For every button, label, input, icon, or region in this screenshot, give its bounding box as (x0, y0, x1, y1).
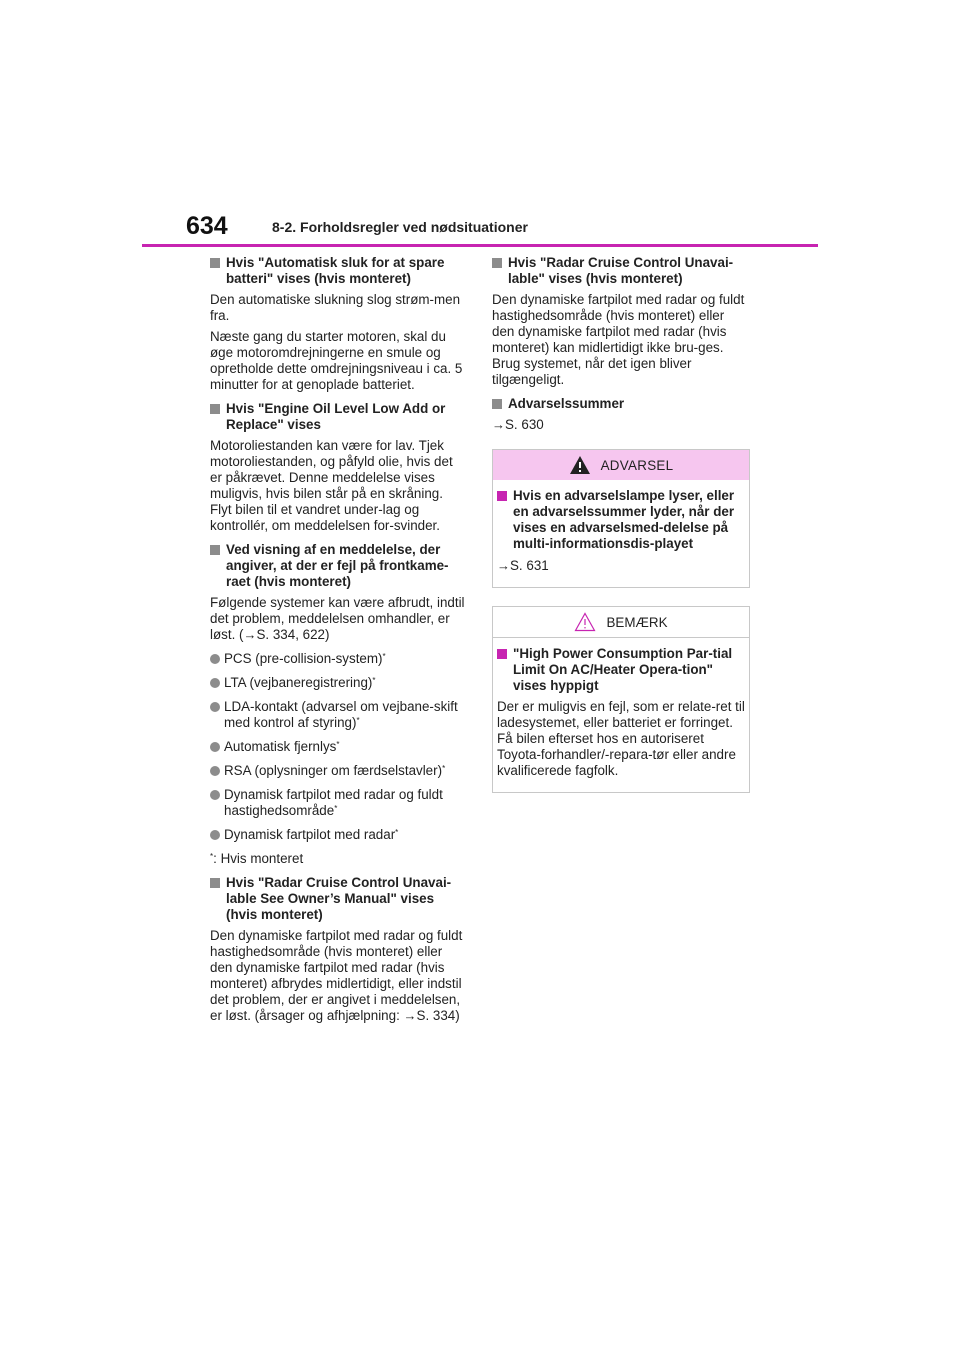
asterisk-mark: * (442, 764, 446, 773)
asterisk-mark: * (356, 716, 360, 725)
page-reference[interactable]: S. 630 (505, 417, 544, 432)
notice-box-body (493, 638, 749, 792)
asterisk-mark: * (382, 652, 386, 661)
paragraph (210, 595, 468, 643)
paragraph: Næste gang du starter motoren, skal du øge motoromdrejningerne en smule og opretholde dette omdrejningsniveau i ca. 5 minutter for at genoplade batteriet. (210, 329, 463, 392)
heading-text: Ved visning af en meddelelse, der angiver, at der er fejl på frontkame-raet (hvis monteret) (226, 542, 449, 589)
list-item (210, 787, 468, 819)
square-bullet-icon (210, 404, 220, 414)
circle-bullet-icon (210, 742, 220, 752)
list-item-text: RSA (oplysninger om færdselstavler) (224, 763, 443, 778)
asterisk-mark: * (336, 740, 340, 749)
circle-bullet-icon (210, 654, 220, 664)
list-item-text: LTA (vejbaneregistrering) (224, 675, 373, 690)
section-heading (210, 255, 468, 287)
square-bullet-icon (210, 878, 220, 888)
section-heading (210, 401, 468, 433)
page-number: 634 (186, 212, 228, 240)
section-heading (497, 488, 745, 552)
circle-bullet-icon (210, 766, 220, 776)
heading-text: "High Power Consumption Par-tial Limit On AC/Heater Opera-tion" vises hyppigt (513, 646, 733, 693)
paragraph-text: Følgende systemer kan være afbrudt, indtil det problem, meddelelsen omhandler, er løst. ( (210, 595, 465, 642)
heading-text: Hvis en advarselslampe lyser, eller en advarselssummer lyder, når der vises en advarselsmed-delelse på multi-informationsdis-playet (513, 488, 735, 551)
section-heading (492, 396, 750, 412)
asterisk-mark: * (372, 676, 376, 685)
heading-text: Hvis "Radar Cruise Control Unavai-lable See Owner’s Manual" vises (hvis monteret) (226, 875, 452, 922)
warning-box-header (493, 450, 749, 480)
warning-title: ADVARSEL (600, 457, 674, 473)
paragraph: Den dynamiske fartpilot med radar og fuldt hastighedsområde (hvis monteret) eller den dynamiske fartpilot med radar (hvis monteret) kan midlertidigt ikke bru-ges. Brug systemet, når det igen bliver tilgængeligt. (492, 292, 745, 387)
paragraph-text: Den dynamiske fartpilot med radar og fuldt hastighedsområde (hvis monteret) eller den dynamiske fartpilot med radar (hvis monteret) afbrydes midlertidigt, eller indstil det problem, der er angivet i meddelelsen, er løst. (årsager og afhjælpning: (210, 928, 463, 1023)
warning-triangle-icon (569, 455, 591, 475)
warning-box (492, 449, 750, 588)
list-item-text: LDA-kontakt (advarsel om vejbane-skift med kontrol af styring) (224, 699, 458, 730)
list-item-text: PCS (pre-collision-system) (224, 651, 383, 666)
arrow-right-icon: → (497, 558, 510, 573)
list-item-text: Dynamisk fartpilot med radar og fuldt hastighedsområde (224, 787, 443, 818)
list-item (210, 699, 468, 731)
list-item (210, 827, 468, 843)
paragraph: Motoroliestanden kan være for lav. Tjek motoroliestanden, og påfyld olie, hvis det er påkrævet. Denne meddelelse vises muligvis, hvis bilen står på en skråning. Flyt bilen til et vandret under-lag og kontrollér, om meddelelsen for-svinder. (210, 438, 453, 533)
arrow-right-icon: → (403, 1008, 417, 1023)
page-reference[interactable]: S. 334, 622) (256, 627, 330, 642)
footnote (210, 851, 468, 867)
notice-box-header (493, 607, 749, 638)
list-item-text: Dynamisk fartpilot med radar (224, 827, 396, 842)
arrow-right-icon: → (243, 627, 257, 642)
footnote-mark: * (210, 852, 214, 861)
circle-bullet-icon (210, 702, 220, 712)
square-bullet-icon (497, 491, 507, 501)
paragraph (497, 558, 745, 574)
circle-bullet-icon (210, 678, 220, 688)
square-bullet-icon (492, 399, 502, 409)
section-heading (497, 646, 745, 694)
asterisk-mark: * (395, 828, 399, 837)
heading-text: Hvis "Radar Cruise Control Unavai-lable" vises (hvis monteret) (508, 255, 734, 286)
section-heading (492, 255, 750, 287)
square-bullet-icon (497, 649, 507, 659)
heading-text: Hvis "Engine Oil Level Low Add or Replace" vises (226, 401, 446, 432)
left-column (210, 255, 468, 1029)
section-heading (210, 875, 468, 923)
paragraph: Der er muligvis en fejl, som er relate-ret til ladesystemet, eller batteriet er forringet. Få bilen efterset hos en autoriseret Toyota-forhandler/-repara-tør eller andre kvalificerede fagfolk. (497, 699, 745, 778)
warning-box-body (493, 480, 749, 587)
page-reference[interactable]: S. 334) (416, 1008, 460, 1023)
list-item (210, 675, 468, 691)
list-item-text: Automatisk fjernlys (224, 739, 337, 754)
section-heading (210, 542, 468, 590)
circle-bullet-icon (210, 790, 220, 800)
circle-bullet-icon (210, 830, 220, 840)
page-reference[interactable]: S. 631 (510, 558, 549, 573)
section-title: 8-2. Forholdsregler ved nødsituationer (272, 219, 528, 235)
list-item (210, 739, 468, 755)
caution-triangle-icon (574, 612, 596, 632)
list-item (210, 763, 468, 779)
notice-title: BEMÆRK (606, 614, 668, 630)
paragraph (492, 417, 750, 433)
square-bullet-icon (210, 545, 220, 555)
right-column (492, 255, 750, 793)
heading-text: Advarselssummer (508, 396, 625, 411)
paragraph (210, 928, 468, 1024)
heading-text: Hvis "Automatisk sluk for at spare batteri" vises (hvis monteret) (226, 255, 445, 286)
asterisk-mark: * (334, 804, 338, 813)
notice-box (492, 606, 750, 793)
paragraph: Den automatiske slukning slog strøm-men fra. (210, 292, 461, 323)
footnote-text: : Hvis monteret (213, 851, 304, 866)
list-item (210, 651, 468, 667)
header-rule (142, 244, 818, 247)
square-bullet-icon (492, 258, 502, 268)
arrow-right-icon: → (492, 417, 505, 432)
square-bullet-icon (210, 258, 220, 268)
